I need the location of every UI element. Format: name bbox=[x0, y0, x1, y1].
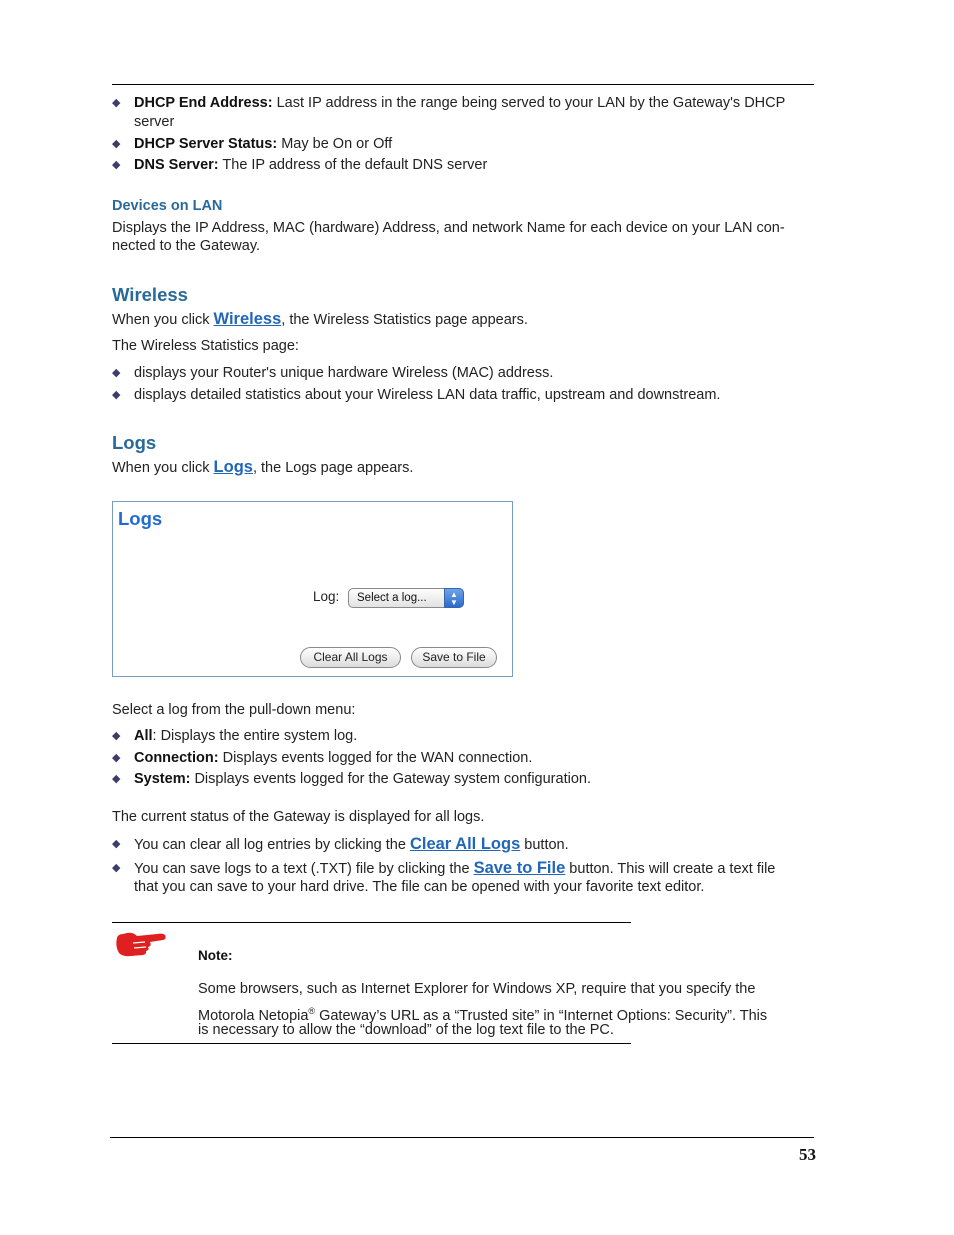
bullet-icon: ◆ bbox=[112, 730, 121, 742]
logs-panel-screenshot bbox=[112, 501, 513, 677]
term: DHCP Server Status: bbox=[134, 136, 278, 152]
list-item-continuation: server bbox=[134, 114, 175, 130]
updown-arrows-icon: ▲ ▼ bbox=[444, 588, 464, 608]
term: System: bbox=[134, 771, 191, 787]
select-para: Select a log from the pull-down menu: bbox=[112, 702, 356, 718]
wireless-intro bbox=[112, 310, 528, 330]
bullet-icon: ◆ bbox=[112, 367, 121, 379]
logs-intro bbox=[112, 458, 413, 478]
bullet-icon: ◆ bbox=[112, 838, 121, 850]
note-top-rule bbox=[112, 922, 631, 923]
save-to-file-button[interactable]: Save to File bbox=[411, 647, 497, 668]
clear-all-logs-link[interactable]: Clear All Logs bbox=[409, 835, 521, 853]
intro-text: , the Wireless Statistics page appears. bbox=[281, 312, 528, 328]
registered-mark: ® bbox=[308, 1006, 316, 1016]
description: button. bbox=[520, 837, 569, 853]
page-number: 53 bbox=[799, 1145, 816, 1164]
note-text: Gateway’s URL as a “Trusted site” in “Internet Options: Security”. This bbox=[315, 1007, 768, 1024]
term: DHCP End Address: bbox=[134, 95, 273, 111]
description: May be On or Off bbox=[277, 136, 393, 152]
list-item bbox=[134, 859, 775, 879]
list-item bbox=[134, 727, 357, 746]
header-rule bbox=[112, 84, 814, 85]
clear-all-logs-button[interactable]: Clear All Logs bbox=[300, 647, 401, 668]
list-item bbox=[134, 156, 487, 175]
list-item: displays your Router's unique hardware Wireless (MAC) address. bbox=[134, 365, 554, 381]
list-item bbox=[134, 770, 591, 789]
description: button. This will create a text file bbox=[565, 861, 776, 877]
intro-text: When you click bbox=[112, 312, 214, 328]
list-item bbox=[134, 749, 532, 768]
wireless-para: The Wireless Statistics page: bbox=[112, 338, 299, 354]
logs-heading: Logs bbox=[112, 432, 157, 453]
list-item-continuation: that you can save to your hard drive. The file can be opened with your favorite text editor. bbox=[134, 879, 705, 895]
term: Connection: bbox=[134, 750, 219, 766]
note-bottom-rule bbox=[112, 1043, 631, 1044]
intro-text: When you click bbox=[112, 460, 214, 476]
description: Displays events logged for the Gateway system configuration. bbox=[190, 771, 591, 787]
term: All bbox=[134, 728, 153, 744]
panel-title: Logs bbox=[118, 508, 163, 529]
footer-rule bbox=[110, 1137, 814, 1138]
bullet-icon: ◆ bbox=[112, 773, 121, 785]
description: : Displays the entire system log. bbox=[152, 728, 358, 744]
log-select-value: Select a log... bbox=[357, 592, 427, 604]
description: You can save logs to a text (.TXT) file by clicking the bbox=[134, 861, 474, 877]
log-select-label: Log: bbox=[313, 589, 340, 604]
bullet-icon: ◆ bbox=[112, 159, 121, 171]
note-label: Note: bbox=[198, 948, 233, 963]
description: You can clear all log entries by clicking the bbox=[134, 837, 410, 853]
description: The IP address of the default DNS server bbox=[218, 157, 488, 173]
list-item bbox=[134, 94, 814, 113]
intro-text: , the Logs page appears. bbox=[252, 460, 414, 476]
logs-link[interactable]: Logs bbox=[213, 458, 253, 476]
list-item: displays detailed statistics about your Wireless LAN data traffic, upstream and downstream. bbox=[134, 387, 721, 403]
wireless-heading: Wireless bbox=[112, 284, 188, 305]
term: DNS Server: bbox=[134, 157, 219, 173]
note-line3: is necessary to allow the “download” of the log text file to the PC. bbox=[198, 1022, 614, 1038]
pointing-hand-icon bbox=[113, 928, 167, 958]
bullet-icon: ◆ bbox=[112, 389, 121, 401]
bullet-icon: ◆ bbox=[112, 97, 121, 109]
note-text: Motorola Netopia bbox=[198, 1007, 309, 1024]
devices-heading: Devices on LAN bbox=[112, 198, 223, 214]
wireless-link[interactable]: Wireless bbox=[213, 310, 282, 328]
save-to-file-link[interactable]: Save to File bbox=[473, 859, 566, 877]
description: Last IP address in the range being served to your LAN by the Gateway's DHCP bbox=[272, 95, 786, 111]
bullet-icon: ◆ bbox=[112, 862, 121, 874]
list-item bbox=[134, 835, 569, 855]
bullet-icon: ◆ bbox=[112, 752, 121, 764]
list-item bbox=[134, 135, 392, 154]
description: Displays events logged for the WAN connection. bbox=[218, 750, 533, 766]
note-line1: Some browsers, such as Internet Explorer for Windows XP, require that you specify the bbox=[198, 981, 756, 997]
devices-text-line1: Displays the IP Address, MAC (hardware) Address, and network Name for each device on your LAN con- bbox=[112, 220, 785, 236]
devices-text-line2: nected to the Gateway. bbox=[112, 238, 261, 254]
status-para: The current status of the Gateway is displayed for all logs. bbox=[112, 809, 485, 825]
log-select[interactable] bbox=[348, 588, 464, 608]
bullet-icon: ◆ bbox=[112, 138, 121, 150]
